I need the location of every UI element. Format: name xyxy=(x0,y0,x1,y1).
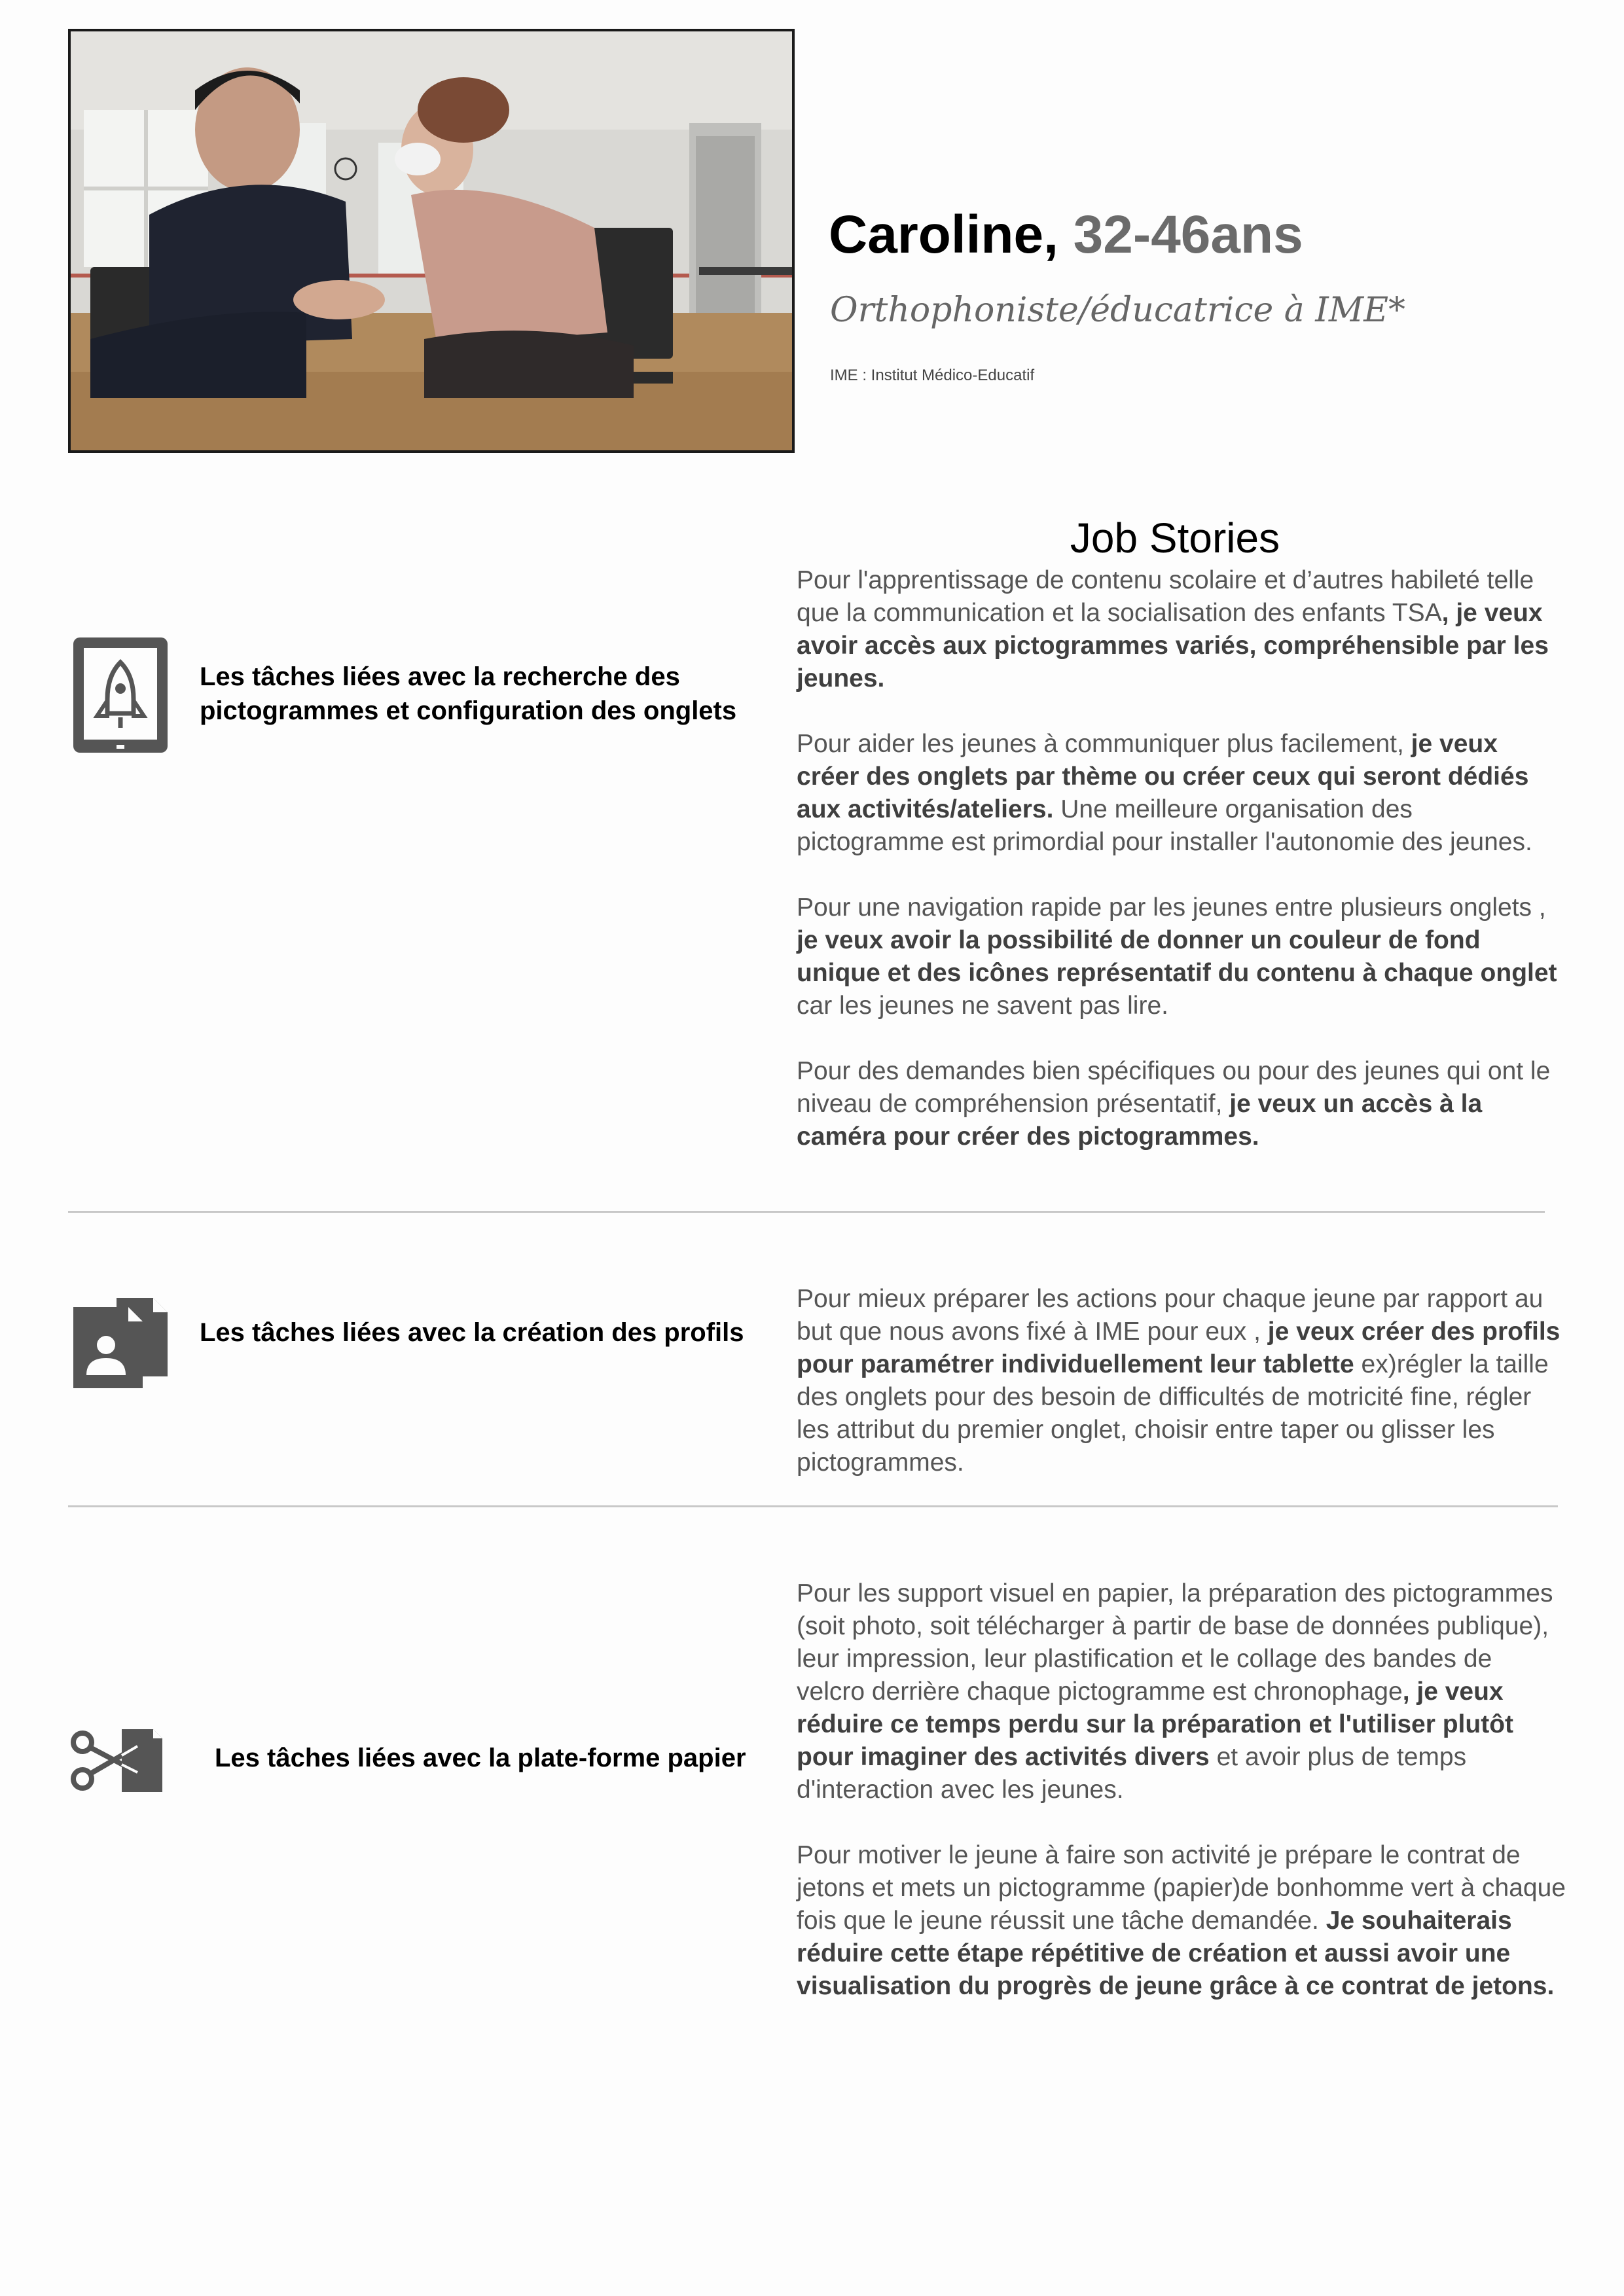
section-divider xyxy=(68,1505,1558,1507)
story-text: Pour aider les jeunes à communiquer plus facilement, xyxy=(797,730,1411,758)
story-paragraph xyxy=(797,1577,1566,1806)
story-emphasis: , je veux avoir accès aux pictogrammes variés, compréhensible par les jeunes. xyxy=(797,599,1549,692)
task-label-profiles: Les tâches liées avec la création des profils xyxy=(200,1318,744,1347)
story-paragraph xyxy=(797,1839,1566,2003)
stories-paper xyxy=(797,1577,1566,2003)
story-paragraph xyxy=(797,1283,1566,1479)
story-text: car les jeunes ne savent pas lire. xyxy=(797,992,1168,1020)
story-paragraph xyxy=(797,1055,1566,1153)
persona-footnote: IME : Institut Médico-Educatif xyxy=(830,367,1035,384)
story-text: Pour les support visuel en papier, la préparation des pictogrammes (soit photo, soit télécharger à partir de base de données publique), leur impression, leur plastification et le collage des bandes de velcro derrière chaque pictogramme est chronophage xyxy=(797,1579,1553,1706)
persona-age: 32-46ans xyxy=(1073,205,1303,264)
story-text: Pour une navigation rapide par les jeunes entre plusieurs onglets , xyxy=(797,893,1546,922)
persona-photo xyxy=(68,29,795,453)
story-text: et avoir plus de temps d'interaction avec les jeunes. xyxy=(797,1743,1467,1804)
story-emphasis: je veux avoir la possibilité de donner un couleur de fond unique et des icônes représentatif du contenu à chaque onglet xyxy=(797,926,1557,987)
story-paragraph xyxy=(797,728,1566,859)
scissors-paper-icon xyxy=(69,1727,164,1795)
story-paragraph xyxy=(797,891,1566,1022)
story-text: Pour motiver le jeune à faire son activité je prépare le contrat de jetons et mets un pictogramme (papier)de bonhomme vert à chaque fois que le jeune réussit une tâche demandée. xyxy=(797,1841,1566,1935)
stories-pictograms xyxy=(797,564,1566,1153)
story-text: Une meilleure organisation des pictogramme est primordial pour installer l'autonomie des jeunes. xyxy=(797,795,1532,856)
story-text: Pour l'apprentissage de contenu scolaire et d’autres habileté telle que la communication et la socialisation des enfants TSA xyxy=(797,566,1534,627)
task-label-paper: Les tâches liées avec la plate-forme papier xyxy=(215,1744,746,1772)
stories-profiles xyxy=(797,1283,1566,1479)
story-emphasis: je veux créer des profils pour paramétrer individuellement leur tablette xyxy=(797,1318,1561,1378)
persona-role: Orthophoniste/éducatrice à IME* xyxy=(830,291,1406,330)
section-divider xyxy=(68,1211,1545,1213)
story-emphasis: , je veux réduire ce temps perdu sur la préparation et l'utiliser plutôt pour imaginer des activités divers xyxy=(797,1677,1514,1771)
profile-documents-icon xyxy=(71,1293,170,1391)
story-emphasis: Je souhaiterais réduire cette étape répétitive de création et aussi avoir une visualisation du progrès de jeune grâce à ce contrat de jetons. xyxy=(797,1907,1555,2000)
story-emphasis: je veux créer des onglets par thème ou créer ceux qui seront dédiés aux activités/ateliers. xyxy=(797,730,1529,823)
task-label-pictograms: Les tâches liées avec la recherche des pictogrammes et configuration des onglets xyxy=(200,662,737,725)
job-stories-title: Job Stories xyxy=(1070,514,1280,562)
story-text: Pour mieux préparer les actions pour chaque jeune par rapport au but que nous avons fixé à IME pour eux , xyxy=(797,1285,1543,1346)
rocket-tablet-icon xyxy=(71,635,170,755)
persona-name: Caroline, xyxy=(829,205,1058,264)
story-emphasis: je veux un accès à la caméra pour créer des pictogrammes. xyxy=(797,1090,1483,1151)
persona-name-line xyxy=(829,205,1303,264)
story-text: Pour des demandes bien spécifiques ou pour des jeunes qui ont le niveau de compréhension présentatif, xyxy=(797,1057,1551,1118)
story-text: ex)régler la taille des onglets pour des besoin de difficultés de motricité fine, régler les attribut du premier onglet, choisir entre taper ou glisser les pictogrammes. xyxy=(797,1350,1549,1477)
story-paragraph xyxy=(797,564,1566,695)
